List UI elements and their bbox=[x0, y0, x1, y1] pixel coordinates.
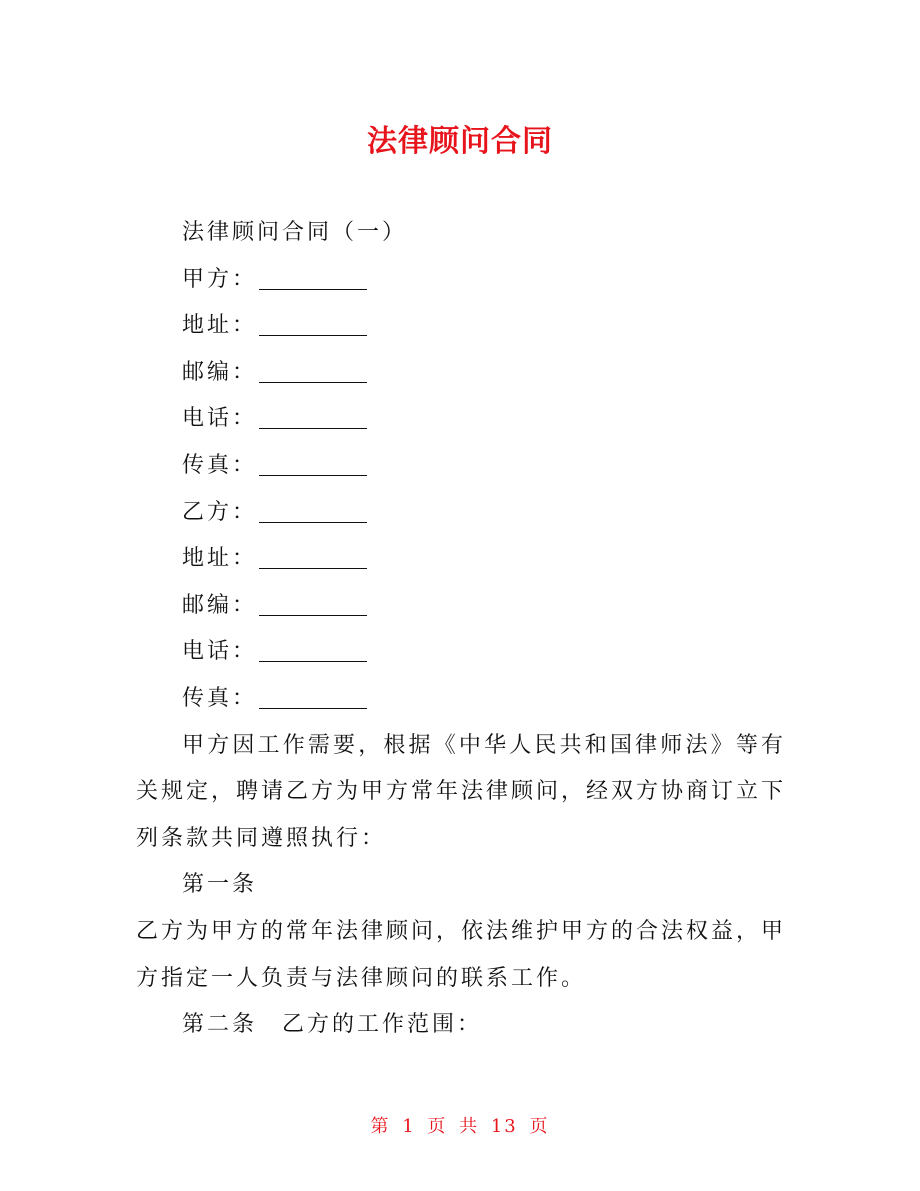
field-party-b-postcode bbox=[136, 583, 786, 630]
blank-line bbox=[259, 402, 367, 429]
field-party-b-fax bbox=[136, 676, 786, 723]
field-party-a-postcode bbox=[136, 350, 786, 397]
field-label: 邮编： bbox=[182, 592, 258, 618]
field-party-b-phone bbox=[136, 629, 786, 676]
blank-line bbox=[259, 263, 367, 290]
contract-subtitle: 法律顾问合同（一） bbox=[182, 220, 408, 245]
blank-line bbox=[259, 496, 367, 523]
field-label: 乙方： bbox=[182, 499, 258, 525]
field-label: 地址： bbox=[182, 546, 258, 572]
document-title: 法律顾问合同 bbox=[367, 124, 553, 159]
article-2-heading: 第二条 乙方的工作范围： bbox=[182, 1012, 483, 1038]
blank-line bbox=[259, 589, 367, 616]
field-party-b-address bbox=[136, 536, 786, 583]
field-party-a-phone bbox=[136, 396, 786, 443]
blank-line bbox=[259, 542, 367, 569]
article-1-heading: 第一条 bbox=[182, 872, 258, 898]
blank-line bbox=[259, 449, 367, 476]
field-label: 地址： bbox=[182, 313, 258, 339]
blank-line bbox=[259, 682, 367, 709]
intro-paragraph: 甲方因工作需要，根据《中华人民共和国律师法》等有关规定，聘请乙方为甲方常年法律顾问，经双方协商订立下列条款共同遵照执行： bbox=[136, 732, 787, 851]
field-label: 电话： bbox=[182, 639, 258, 665]
field-party-a bbox=[136, 257, 786, 304]
field-label: 传真： bbox=[182, 452, 258, 478]
field-label: 邮编： bbox=[182, 359, 258, 385]
field-party-a-fax bbox=[136, 443, 786, 490]
article-1-text: 乙方为甲方的常年法律顾问，依法维护甲方的合法权益，甲方指定一人负责与法律顾问的联系工作。 bbox=[136, 918, 787, 991]
document-body bbox=[136, 210, 786, 1049]
field-party-a-address bbox=[136, 303, 786, 350]
field-label: 电话： bbox=[182, 406, 258, 432]
field-label: 传真： bbox=[182, 685, 258, 711]
page-number-footer: 第 1 页 共 13 页 bbox=[370, 1116, 550, 1137]
blank-line bbox=[259, 635, 367, 662]
blank-line bbox=[259, 309, 367, 336]
field-party-b bbox=[136, 490, 786, 537]
field-label: 甲方： bbox=[182, 266, 258, 292]
blank-line bbox=[259, 356, 367, 383]
